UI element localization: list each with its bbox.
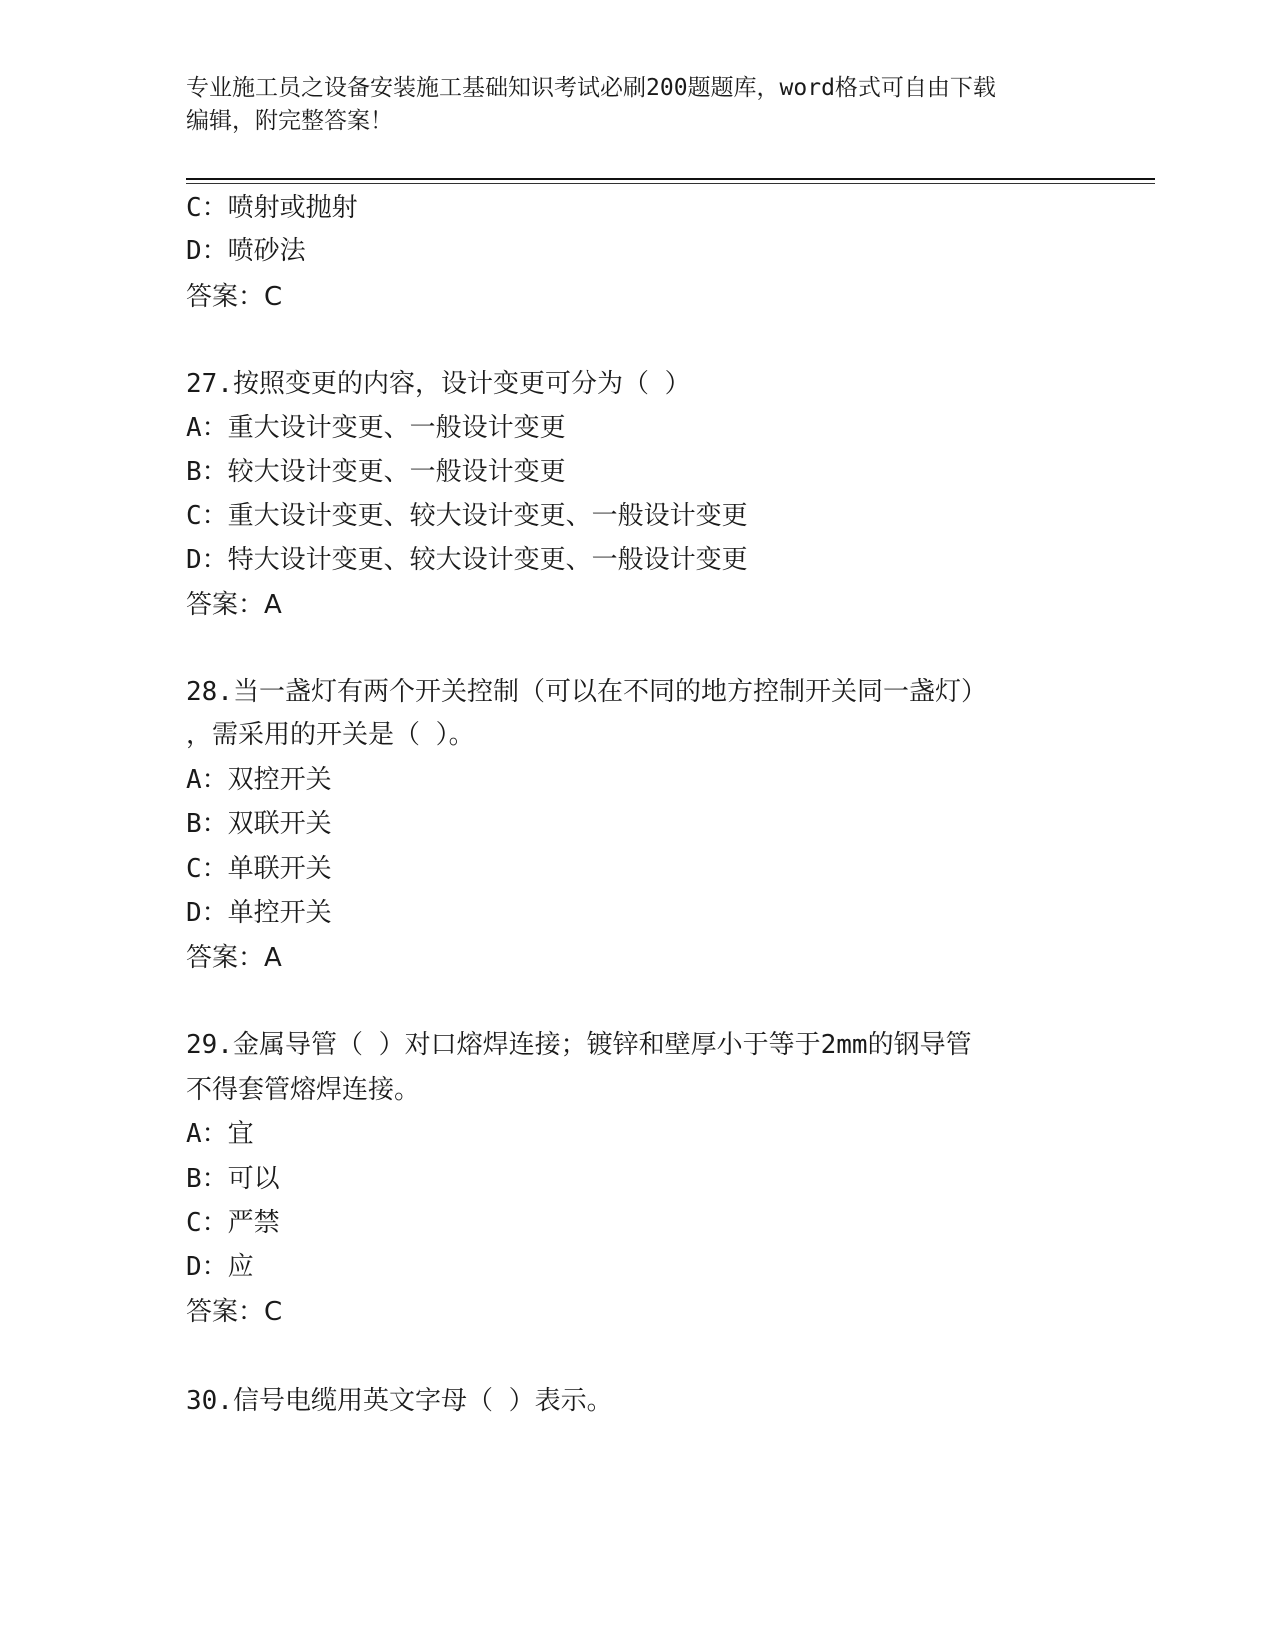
q27-answer: 答案：A — [186, 590, 282, 620]
q28-option-d: D：单控开关 — [186, 898, 332, 928]
prev-answer: 答案：C — [186, 282, 283, 312]
header-line-2: 编辑，附完整答案！ — [186, 108, 393, 134]
header-line-1: 专业施工员之设备安装施工基础知识考试必刷200题题库，word格式可自由下载 — [186, 75, 996, 101]
q27-option-b: B：较大设计变更、一般设计变更 — [186, 457, 566, 487]
q28-question-line-2: ，需采用的开关是（ ）。 — [186, 720, 475, 750]
q29-question-line-1: 29.金属导管（ ）对口熔焊连接；镀锌和壁厚小于等于2mm的钢导管 — [186, 1030, 972, 1060]
q29-question-line-2: 不得套管熔焊连接。 — [186, 1075, 421, 1105]
header-divider-thick — [186, 178, 1155, 180]
q29-option-a: A：宜 — [186, 1119, 254, 1149]
q29-option-b: B：可以 — [186, 1164, 280, 1194]
q27-option-a: A：重大设计变更、一般设计变更 — [186, 413, 566, 443]
header-divider-thin — [186, 183, 1155, 184]
q27-question: 27.按照变更的内容，设计变更可分为（ ） — [186, 369, 691, 399]
q29-option-d: D：应 — [186, 1252, 254, 1282]
q29-option-c: C：严禁 — [186, 1208, 280, 1238]
q28-option-a: A：双控开关 — [186, 765, 332, 795]
q28-answer: 答案：A — [186, 943, 282, 973]
q27-option-d: D：特大设计变更、较大设计变更、一般设计变更 — [186, 545, 748, 575]
prev-option-d: D：喷砂法 — [186, 236, 306, 266]
q27-option-c: C：重大设计变更、较大设计变更、一般设计变更 — [186, 501, 748, 531]
q29-answer: 答案：C — [186, 1297, 283, 1327]
document-header — [186, 72, 1086, 138]
prev-option-c: C：喷射或抛射 — [186, 193, 358, 223]
q28-option-b: B：双联开关 — [186, 809, 332, 839]
q30-question: 30.信号电缆用英文字母（ ）表示。 — [186, 1386, 613, 1416]
q28-question-line-1: 28.当一盏灯有两个开关控制（可以在不同的地方控制开关同一盏灯） — [186, 677, 987, 707]
q28-option-c: C：单联开关 — [186, 854, 332, 884]
